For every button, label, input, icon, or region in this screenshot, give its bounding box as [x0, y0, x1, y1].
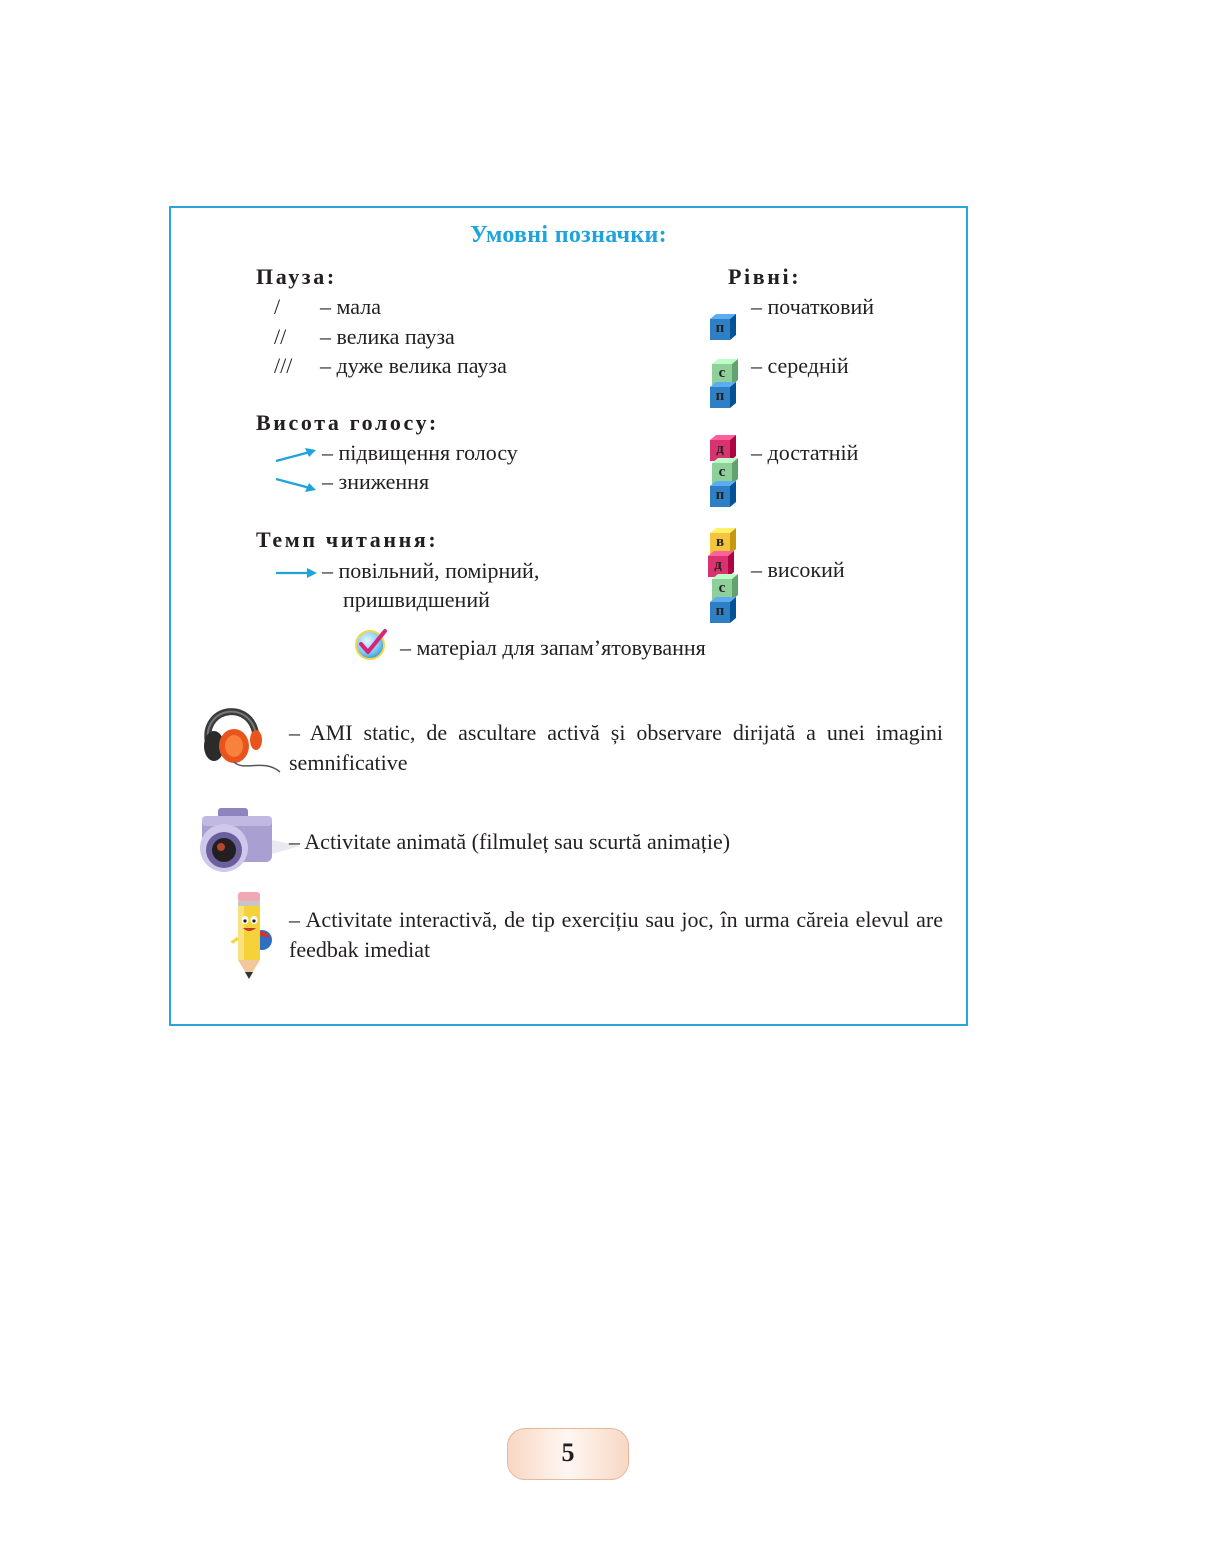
level-cube-letter: с — [718, 365, 726, 381]
level-cube-п — [710, 382, 736, 404]
level-cube-п — [710, 597, 736, 619]
headphones-icon — [194, 696, 284, 776]
level-label-high: – високий — [751, 557, 845, 582]
level-cube-п — [710, 481, 736, 503]
level-cube-с — [712, 359, 738, 381]
level-cube-letter: д — [714, 557, 722, 573]
arrow-right-icon — [274, 566, 318, 580]
level-label-sufficient: – достатній — [751, 440, 859, 465]
level-label-medium: – середній — [751, 353, 849, 378]
level-cube-letter: с — [718, 580, 726, 596]
checkmark-icon — [354, 628, 388, 662]
levels-heading: Рівні: — [728, 264, 802, 289]
pause-label-small: – мала — [320, 294, 381, 319]
tempo-label-line2: пришвидшений — [343, 587, 490, 612]
legend-frame — [169, 206, 968, 1026]
activity-animated-text: – Activitate animată (filmuleț sau scurtă animație) — [289, 829, 731, 854]
level-cube-letter: п — [715, 320, 725, 336]
level-cube-в — [710, 528, 736, 550]
level-cube-с — [712, 458, 738, 480]
level-cube-letter: п — [715, 487, 725, 503]
pitch-label-raise: – підвищення голосу — [322, 440, 518, 465]
tempo-heading: Темп читання: — [256, 527, 439, 552]
legend-title: Умовні позначки: — [470, 222, 667, 248]
level-cube-letter: д — [716, 441, 724, 457]
level-cube-п — [710, 314, 736, 336]
level-label-initial: – початковий — [751, 294, 875, 319]
memorize-label: – матеріал для запам’ятовування — [400, 635, 706, 660]
pencil-character-icon — [226, 888, 276, 982]
pause-mark-small: / — [274, 294, 281, 319]
pause-heading: Пауза: — [256, 264, 337, 289]
pitch-label-lower: – зниження — [322, 469, 430, 494]
tempo-label-line1: – повільний, помірний, — [322, 558, 540, 583]
arrow-up-icon — [274, 446, 318, 464]
level-cube-letter: с — [718, 464, 726, 480]
page-number: 5 — [507, 1428, 629, 1480]
level-cube-letter: в — [715, 534, 725, 550]
camera-icon — [194, 800, 300, 876]
activity-interactive-text: – Activitate interactivă, de tip exercițiu sau joc, în urma căreia elevul are feedbak imediat — [289, 907, 943, 962]
level-cube-letter: п — [715, 603, 725, 619]
activity-static-text: – AMI static, de ascultare activă și observare dirijată a unei imagini semnificative — [289, 720, 943, 775]
level-cube-letter: п — [715, 388, 725, 404]
level-cube-д — [710, 435, 736, 457]
pitch-heading: Висота голосу: — [256, 410, 439, 435]
pause-label-verybig: – дуже велика пауза — [320, 353, 507, 378]
level-cube-с — [712, 574, 738, 596]
pause-mark-verybig: /// — [274, 353, 293, 378]
pause-label-big: – велика пауза — [320, 324, 455, 349]
pause-mark-big: // — [274, 324, 287, 349]
level-cube-д — [708, 551, 734, 573]
arrow-down-icon — [274, 476, 318, 494]
